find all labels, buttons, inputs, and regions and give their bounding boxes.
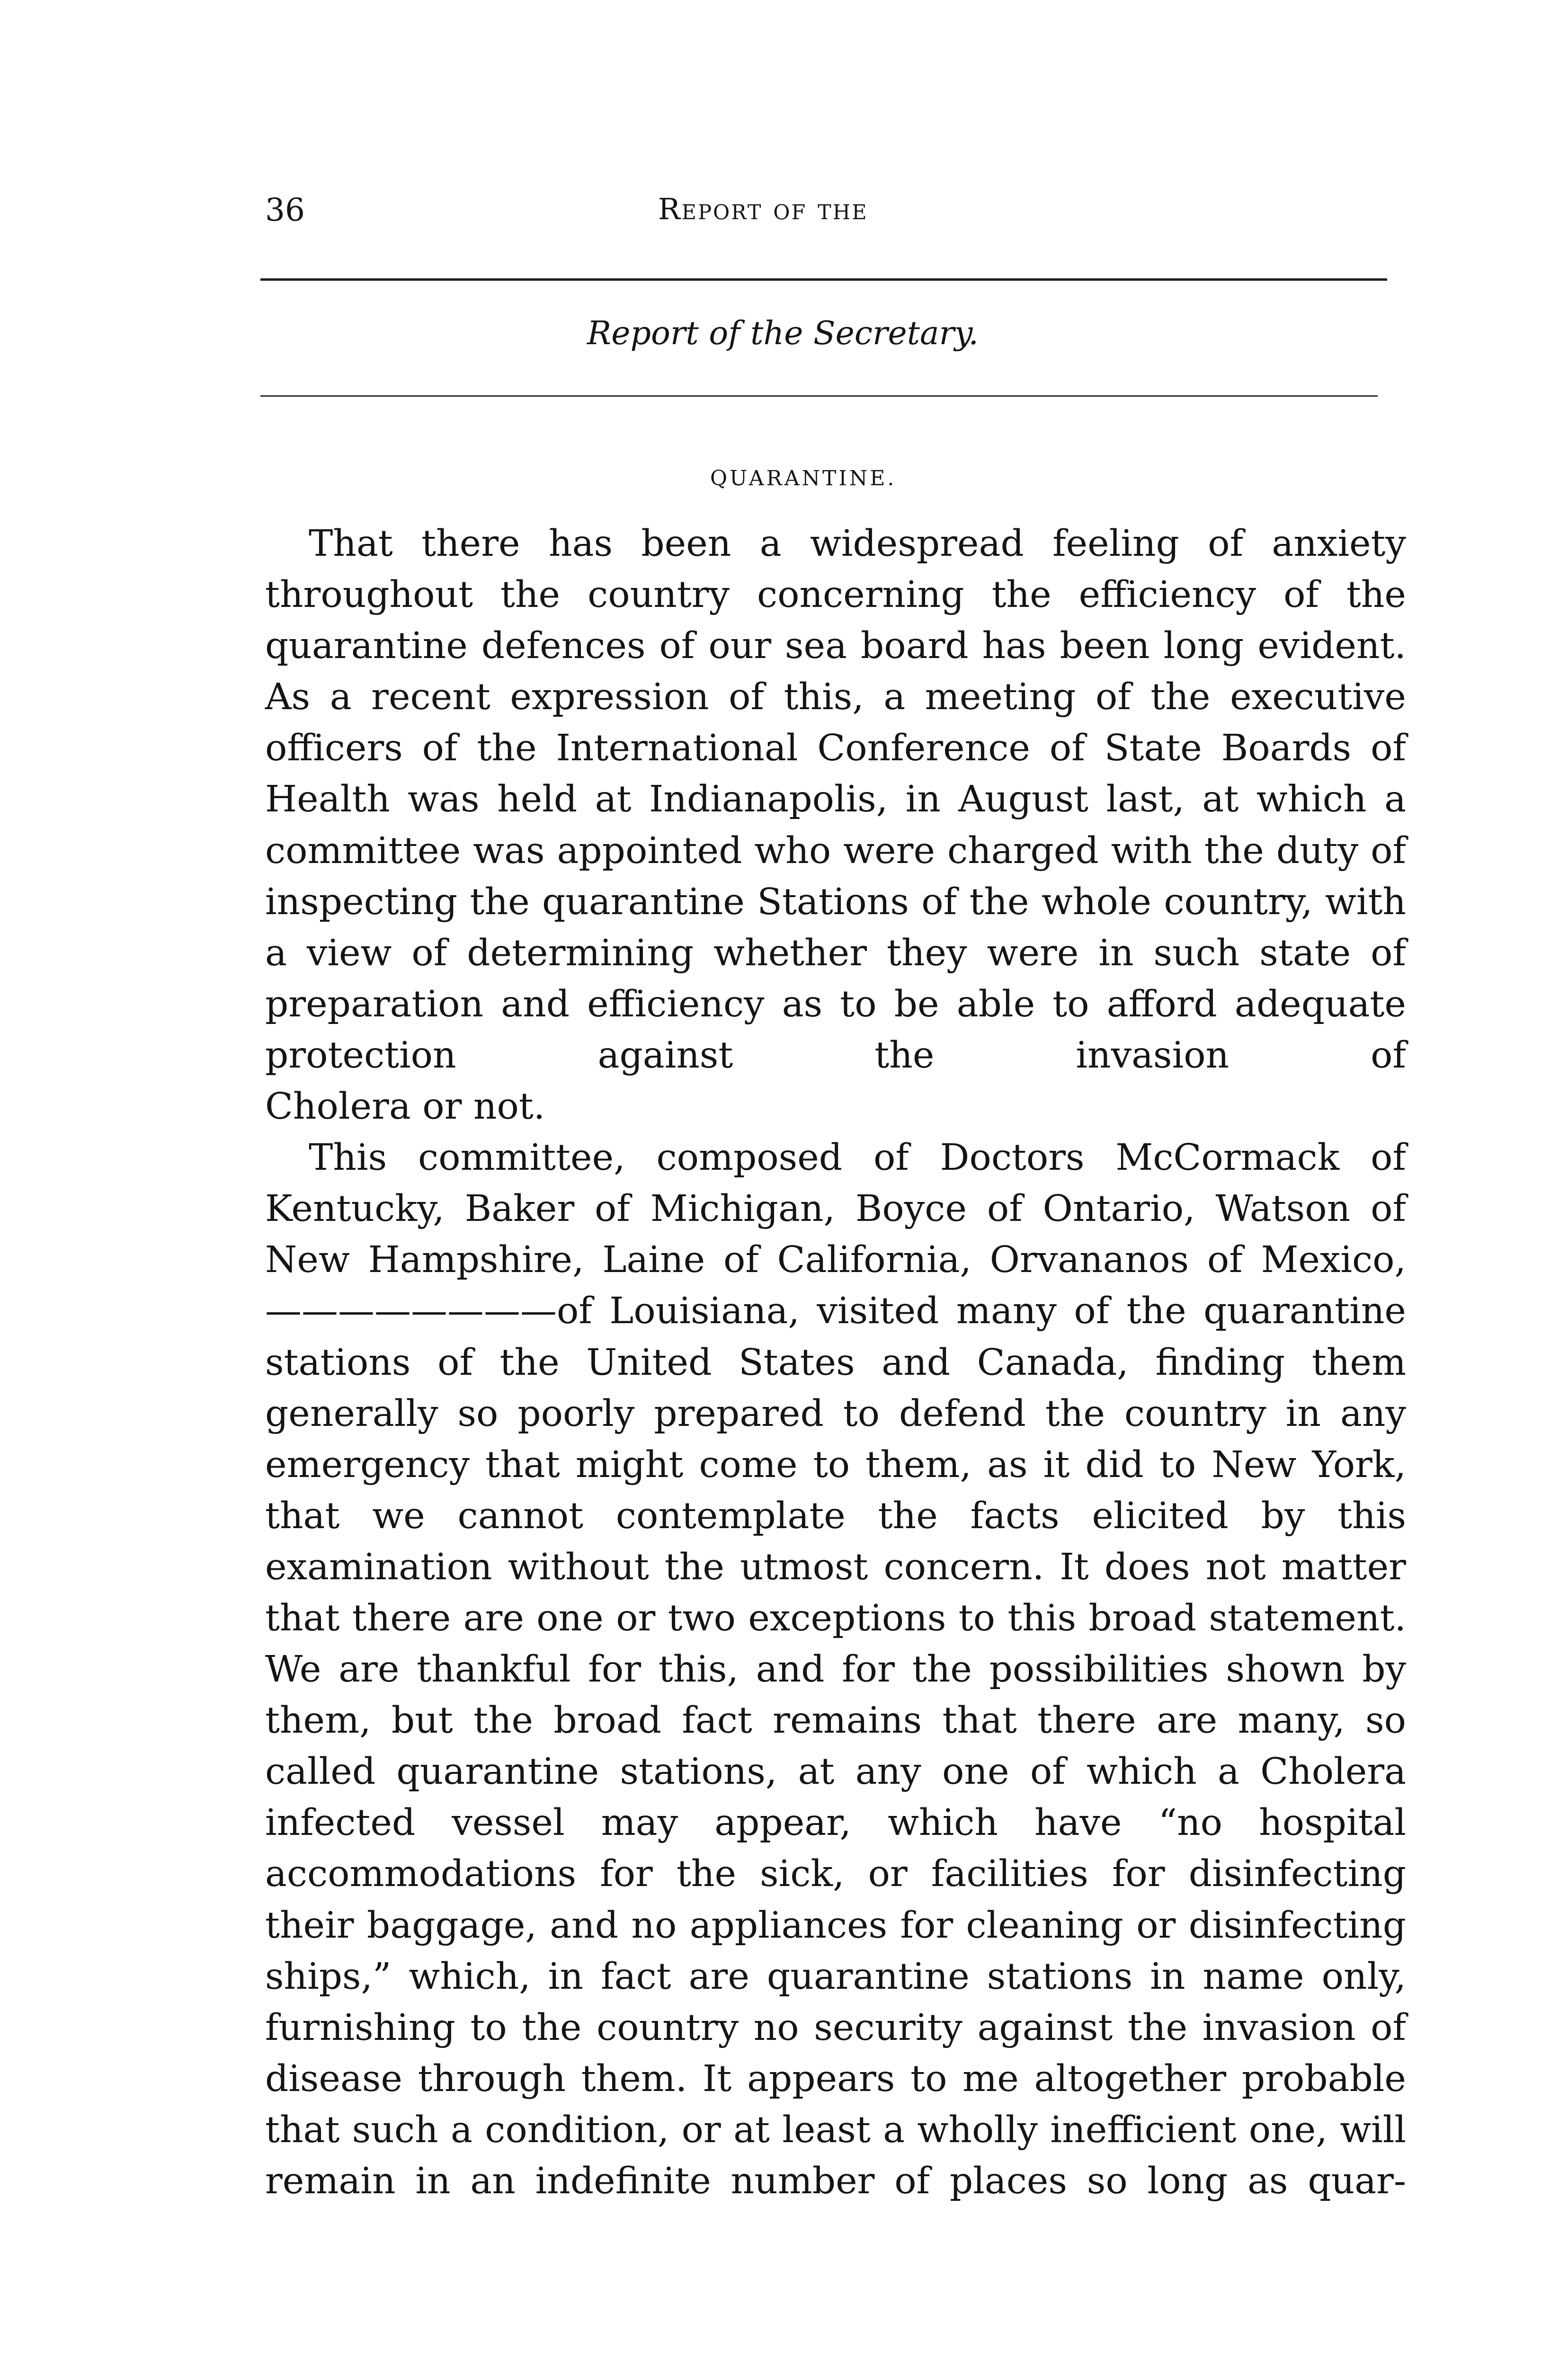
paragraph-1: That there has been a widespread feeling of anxiety throughout the country concerning the efficiency of the quarantine defences of our sea board has been long evident. As a recent expression of this, a meeting of the executive officers of the International Conference of State Boards of Health was held at Indianapolis, in August last, at which a committee was appointed who were charged with the duty of inspecting the quarantine Stations of the whole country, with a view of determining whether they were in such state of preparation and efficiency as to be able to afford adequate protection against the invasion of <box>265 523 1406 1077</box>
report-subheading: Report of the Secretary. <box>587 315 979 352</box>
paragraph-2: This committee, composed of Doctors McCormack of Kentucky, Baker of Michigan, Boyce of Ontario, Watson of New Hampshire, Laine of California, Orvananos of Mexico,————————of Louisiana, visited many of the quarantine stations of the United States and Canada, finding them generally so poorly prepared to defend the country in any emergency that might come to them, as it did to New York, that we cannot contemplate the facts elicited by this examination without the utmost concern. It does not matter that there are one or two exceptions to this broad statement. We are thankful for this, and for the possibilities shown by them, but the broad fact remains that there are many, so called quarantine stations, at any one of which a Cholera infected vessel may appear, which have “no hospital accommodations for the sick, or facilities for disinfecting their baggage, and no appliances for cleaning or disinfecting ships,” which, in fact are quarantine stations in name only, furnishing to the country no security against the invasion of disease through them. It appears to me altogether probable that such a condition, or at least a wholly inefficient one, will remain in an indefinite number of places so long as quar- <box>265 1137 1406 2202</box>
paragraph-1-last-line: Cholera or not. <box>265 1086 545 1128</box>
body-text <box>265 518 1406 2207</box>
page-number: 36 <box>265 192 305 228</box>
section-heading: QUARANTINE. <box>710 466 897 490</box>
header-rule-top <box>260 278 1387 281</box>
running-head: Report of the <box>658 192 868 226</box>
header-rule-bottom <box>260 395 1378 397</box>
